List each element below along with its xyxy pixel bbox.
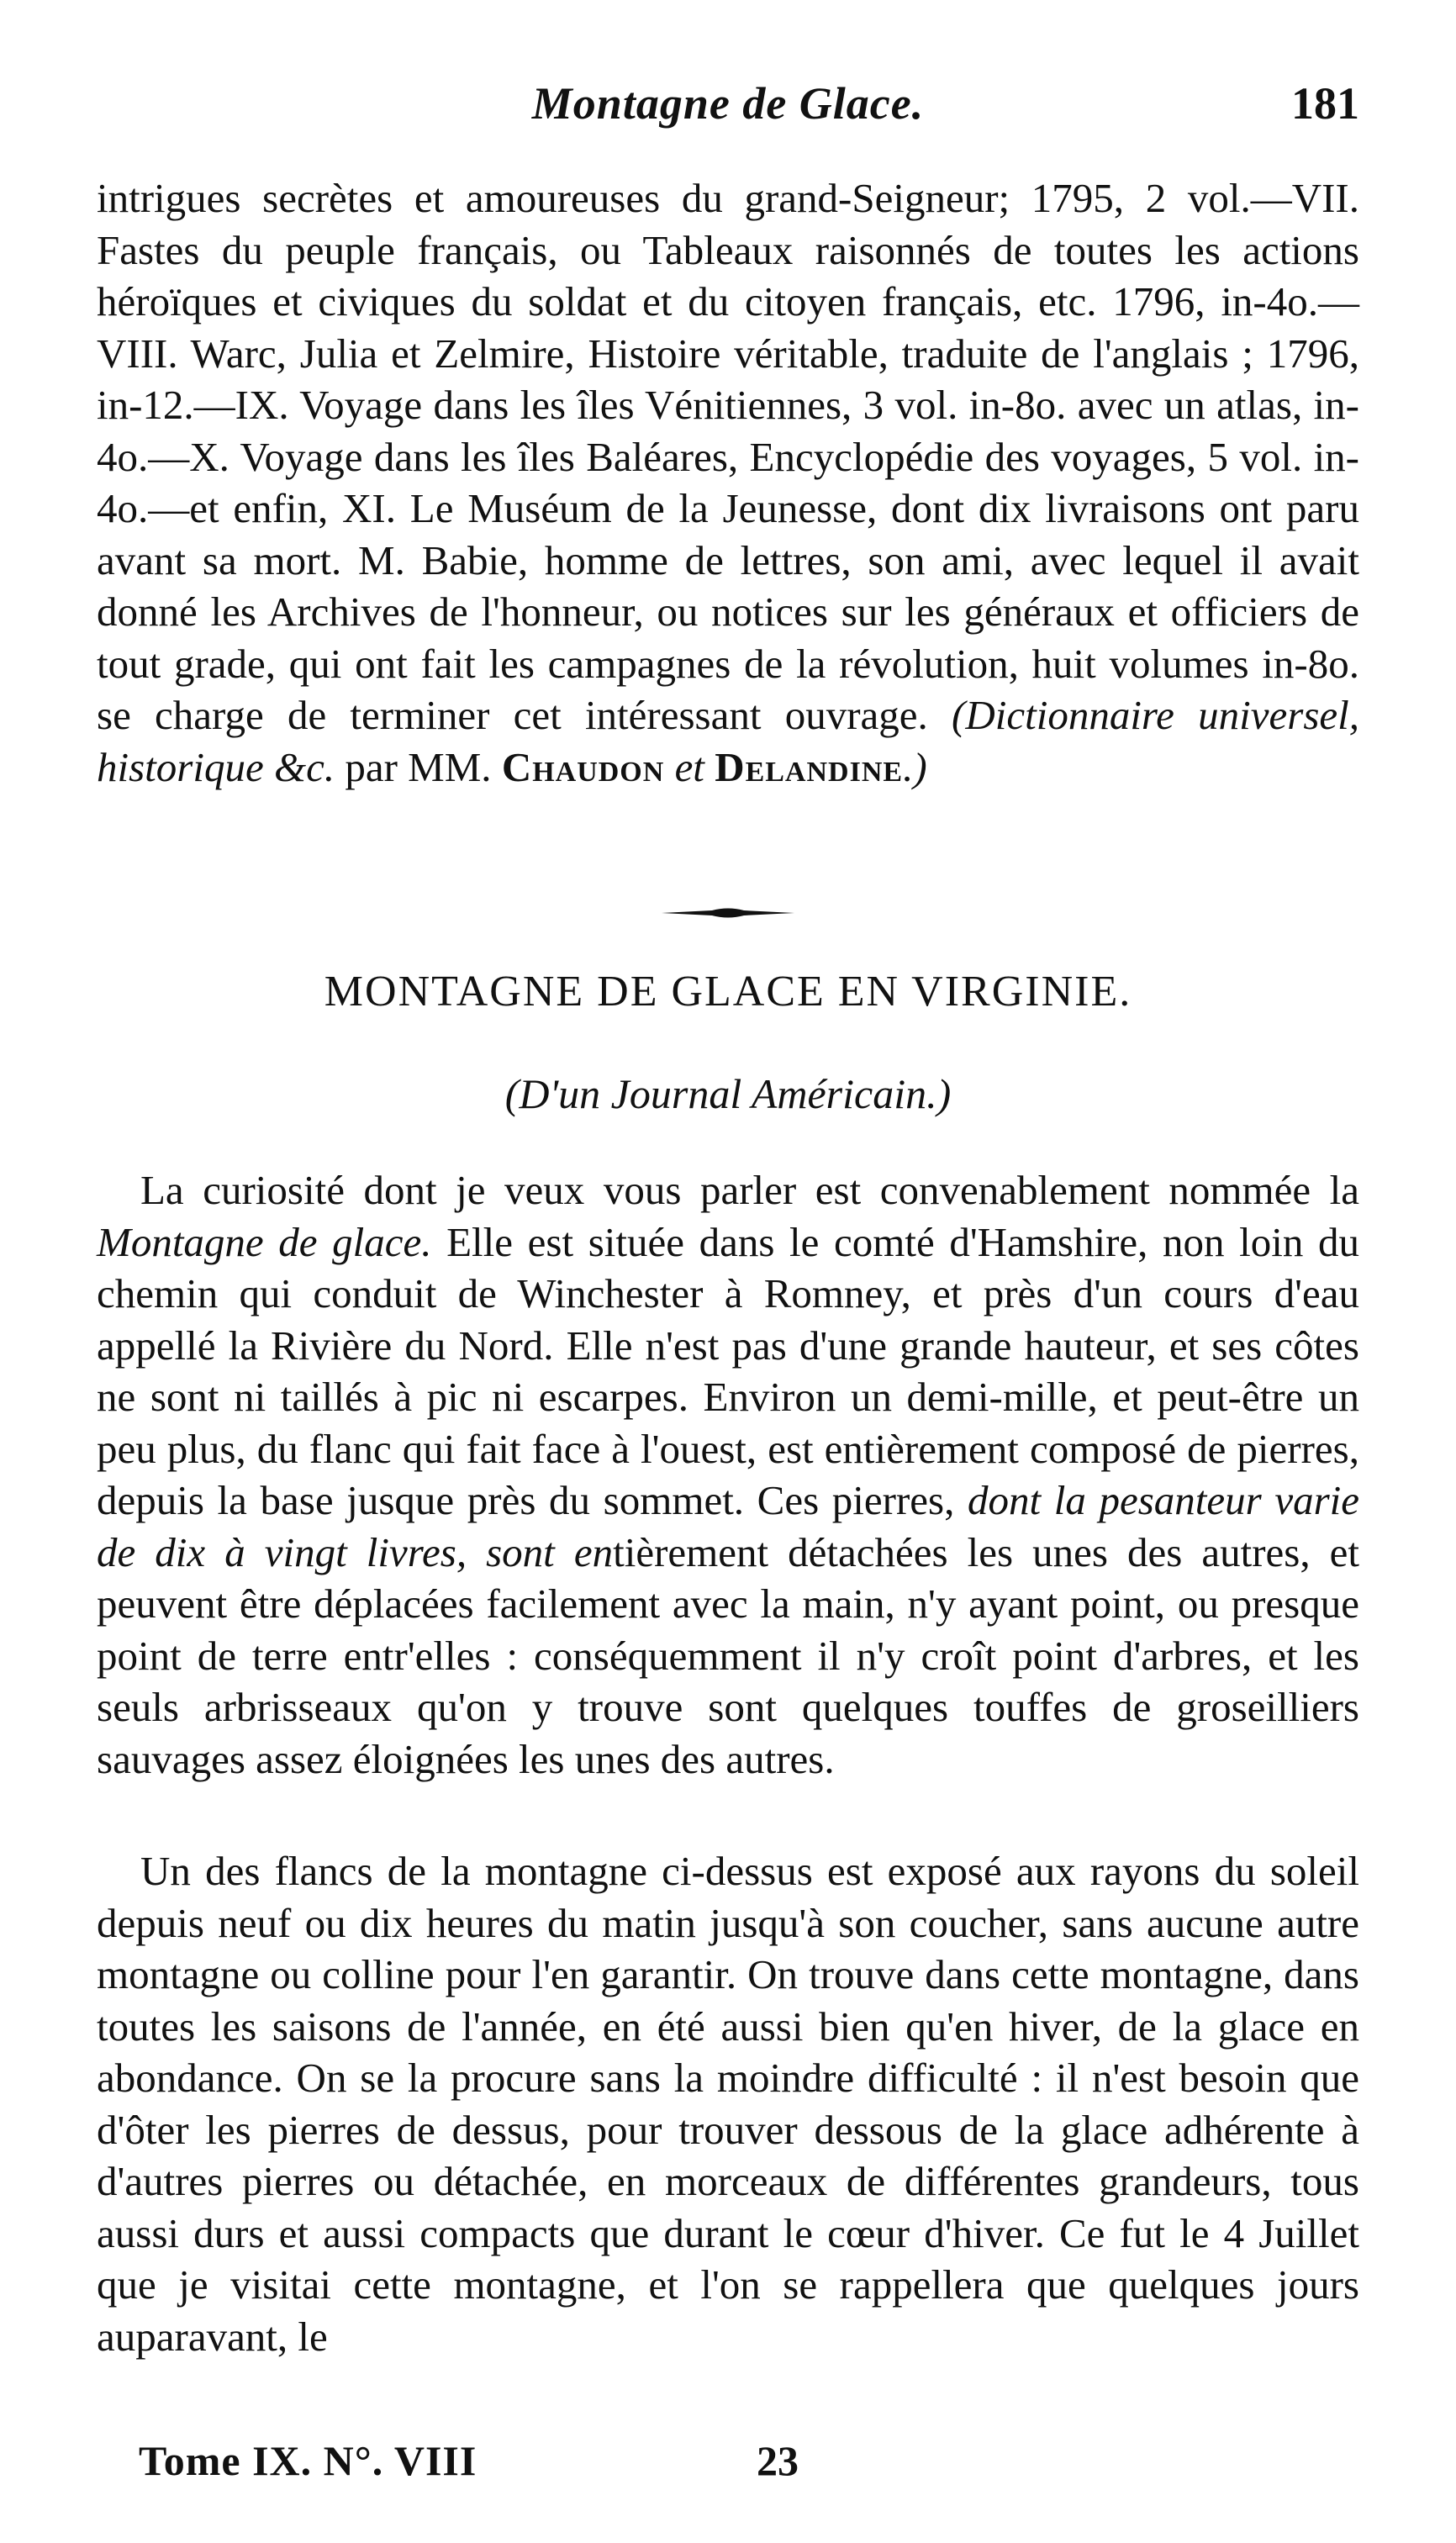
article-paragraph-2: Un des flancs de la montagne ci-dessus est exposé aux rayons du soleil depuis neuf ou dix heures du matin jusqu'à son coucher, sans aucune autre montagne ou colline pour l'en garantir. On trouve dans cette montagne, dans toutes les saisons de l'année, en été aussi bien qu'en hiver, de la glace en abondance. On se la procure sans la moindre difficulté : il n'est besoin que d'ôter les pierres de dessus, pour trouver dessous de la glace adhérente à d'autres pierres ou détachée, en morceaux de différentes grandeurs, tous aussi durs et aussi compacts que durant le cœur d'hiver. Ce fut le 4 Juillet que je visitai cette montagne, et l'on se rappellera que quelques jours auparavant, le — [97, 1848, 1359, 2360]
paragraph-1-lead: La curiosité dont je veux vous parler est convenablement nommée la — [140, 1167, 1359, 1213]
paragraph-1-middle: Elle est située dans le comté d'Hamshire, non loin du chemin qui conduit de Winchester à Romney, et près d'un cours d'eau appellé la Rivière du Nord. Elle n'est pas d'une grande hauteur, et ses côtes ne sont ni taillés à pic ni escarpes. Environ un demi-mille, et peut-être un peu plus, du flanc qui fait face à l'ouest, est entièrement composé de pierres, depuis la base jusque près du sommet. Ces pierres, — [97, 1218, 1359, 1523]
volume-signature: Tome IX. N°. VIII — [139, 2437, 477, 2484]
paragraph-1-italic: dont la pesanteur varie de dix à vingt livres, sont en — [97, 1477, 1359, 1575]
citation-open: ( — [952, 692, 966, 738]
citation-by: par MM. — [335, 743, 502, 790]
citation-author-1: Chaudon — [501, 743, 665, 790]
citation-title: Dictionnaire universel, historique &c. — [97, 692, 1360, 790]
citation-close: .) — [903, 743, 927, 790]
citation-and: et — [664, 743, 715, 790]
page-number: 181 — [1291, 78, 1359, 129]
paragraph-1-end: tièrement détachées les unes des autres, et peuvent être déplacées facilement avec la main, n'y ayant point, ou presque point de terre entr'elles : conséquemment il n'y croît point d'arbres, et les seuls arbrisseaux qu'on y trouve sont quelques touffes de groseilliers sauvages assez éloignées les unes des autres. — [97, 1528, 1359, 1782]
running-title: Montagne de Glace. — [531, 78, 925, 129]
article-title: MONTAGNE DE GLACE EN VIRGINIE. — [324, 968, 1132, 1016]
mountain-name: Montagne de glace. — [97, 1218, 432, 1265]
gathering-signature: 23 — [757, 2437, 799, 2484]
article-paragraph-1 — [97, 1164, 1359, 1785]
article-source: (D'un Journal Américain.) — [504, 1070, 952, 1117]
page-footer — [139, 2436, 1358, 2495]
running-head — [0, 77, 1456, 136]
citation-author-2: Delandine — [715, 743, 904, 790]
previous-article-text: intrigues secrètes et amoureuses du grand-Seigneur; 1795, 2 vol.—VII. Fastes du peuple français, ou Tableaux raisonnés de toutes les actions héroïques et civiques du soldat et du citoyen français, etc. 1796, in-4o.—VIII. Warc, Julia et Zelmire, Histoire véritable, traduite de l'anglais ; 1796, in-12.—IX. Voyage dans les îles Vénitiennes, 3 vol. in-8o. avec un atlas, in-4o.—X. Voyage dans les îles Baléares, Encyclopédie des voyages, 5 vol. in-4o.—et enfin, XI. Le Muséum de la Jeunesse, dont dix livraisons ont paru avant sa mort. M. Babie, homme de lettres, son ami, avec lequel il avait donné les Archives de l'honneur, ou notices sur les généraux et officiers de tout grade, qui ont fait les campagnes de la révolution, huit volumes in-8o. se charge de terminer cet intéressant ouvrage. — [97, 175, 1359, 738]
previous-article-paragraph — [97, 172, 1359, 793]
section-divider — [662, 906, 794, 920]
